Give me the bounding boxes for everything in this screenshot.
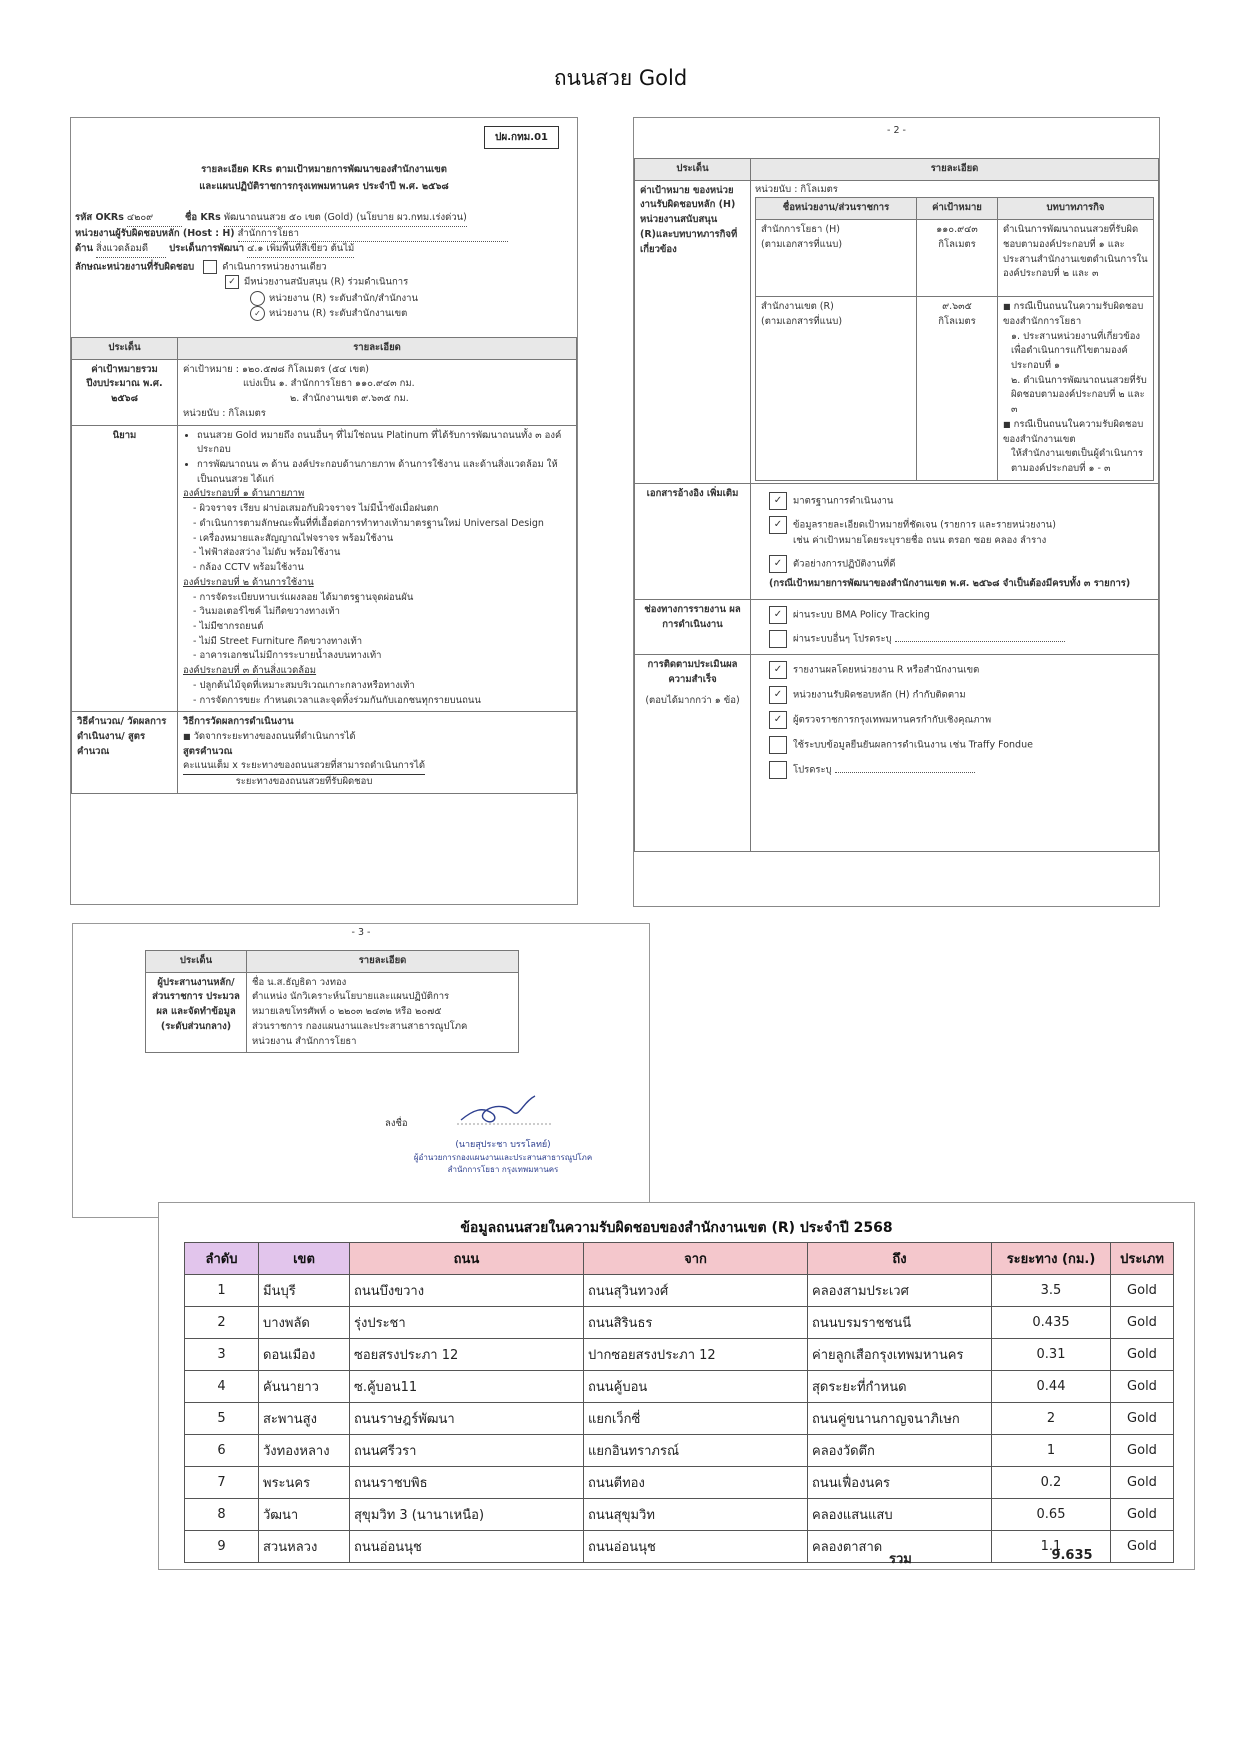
row-target-detail <box>178 359 577 425</box>
header-to: ถึง <box>808 1243 992 1275</box>
cell-type: Gold <box>1111 1499 1174 1531</box>
r-role-2: ๑. ประสานหน่วยงานที่เกี่ยวข้องเพื่อดำเนินการแก้ไขตามองค์ประกอบที่ ๑ <box>1011 330 1141 372</box>
r-name <box>756 297 917 481</box>
comp1-item: - กล้อง CCTV พร้อมใช้งาน <box>193 562 304 574</box>
evaluation-label: การติดตามประเมินผล ความสำเร็จ <box>647 659 738 685</box>
sign-label: ลงชื่อ <box>385 1118 408 1129</box>
cell-distance: 0.435 <box>992 1307 1111 1339</box>
cell-to: ค่ายลูกเสือกรุงเทพมหานคร <box>808 1339 992 1371</box>
table-row <box>185 1435 1174 1467</box>
cell-order: 5 <box>185 1403 259 1435</box>
form-code-box: ปผ.กทม.01 <box>484 126 559 149</box>
coordinator-detail <box>247 972 519 1053</box>
eval2-checkbox[interactable]: ✓ <box>769 686 787 704</box>
cell-district: สวนหลวง <box>259 1531 350 1563</box>
eval5-blank <box>835 772 975 773</box>
opt-support-label: มีหน่วยงานสนับสนุน (R) ร่วมดำเนินการ <box>244 276 409 288</box>
cell-distance: 0.31 <box>992 1339 1111 1371</box>
channel2-blank <box>895 641 1065 642</box>
component-3-heading: องค์ประกอบที่ ๓ ด้านสิ่งแวดล้อม <box>183 665 317 677</box>
comp1-item: - เครื่องหมายและสัญญาณไฟจราจร พร้อมใช้งาน <box>193 532 394 544</box>
col-detail: รายละเอียด <box>751 159 1159 181</box>
r-role: ■ กรณีเป็นถนนในความรับผิดชอบของสำนักการโยธา ๑. ประสานหน่วยงานที่เกี่ยวข้องเพื่อดำเนินการแก้ไขตามองค์ประกอบที่ ๑ ๒. ดำเนินการพัฒนาถนนสวยที่รับผิดชอบตามองค์ประกอบที่ ๒ และ ๓ ■ กรณีเป็นถนนในความรับผิดชอบของสำนักงานเขต ให้สำนักงานเขตเป็นผู้ดำเนินการตามองค์ประกอบที่ ๑ - ๓ <box>998 297 1154 481</box>
cell-distance: 3.5 <box>992 1275 1111 1307</box>
coordinator-agency: หน่วยงาน สำนักการโยธา <box>252 1035 357 1047</box>
form-heading-2: และแผนปฏิบัติราชการกรุงเทพมหานคร ประจำปี พ.ศ. ๒๕๖๘ <box>199 181 449 192</box>
coordinator-phone: หมายเลขโทรศัพท์ ๐ ๒๒๐๓ ๒๔๓๒ หรือ ๒๐๗๕ <box>252 1006 442 1018</box>
krs-label: ชื่อ KRs <box>184 212 221 223</box>
cell-from: ถนนตีทอง <box>584 1467 808 1499</box>
host-label: หน่วยงานผู้รับผิดชอบหลัก (Host : H) <box>75 227 235 239</box>
okrs-label: รหัส OKRs <box>75 212 124 223</box>
total-label: รวม <box>889 1552 912 1567</box>
total-value: 9.635 <box>1051 1548 1093 1563</box>
header-distance: ระยะทาง (กม.) <box>992 1243 1111 1275</box>
unit-text: หน่วยนับ : กิโลเมตร <box>755 183 838 195</box>
row-target-role-label: ค่าเป้าหมาย ของหน่วยงานรับผิดชอบหลัก (H) หน่วยงานสนับสนุน (R)และบทบาทภารกิจที่เกี่ยวข้อง <box>635 180 751 483</box>
header-order: ลำดับ <box>185 1243 259 1275</box>
comp2-item: - การจัดระเบียบหาบเร่แผงลอย ได้มาตรฐานจุดผ่อนผัน <box>193 591 414 603</box>
cell-order: 2 <box>185 1307 259 1339</box>
r-name-text: สำนักงานเขต (R) <box>761 301 834 313</box>
page-number-3: - 3 - <box>351 927 371 938</box>
cell-order: 8 <box>185 1499 259 1531</box>
ref2-example: เช่น ค่าเป้าหมายโดยระบุรายชื่อ ถนน ตรอก ซอย คลอง ลำราง <box>793 534 1047 546</box>
eval2-label: หน่วยงานรับผิดชอบหลัก (H) กำกับติดตาม <box>793 689 966 701</box>
cell-to: คลองแสนแสบ <box>808 1499 992 1531</box>
r-target <box>917 297 998 481</box>
cell-to: ถนนเฟื่องนคร <box>808 1467 992 1499</box>
cell-road: ถนนบึงขวาง <box>350 1275 584 1307</box>
r-target-unit: กิโลเมตร <box>938 315 976 327</box>
cell-type: Gold <box>1111 1275 1174 1307</box>
cell-road: ถนนราษฎร์พัฒนา <box>350 1403 584 1435</box>
formula-numerator: คะแนนเต็ม x ระยะทางของถนนสวยที่สามารถดำเนินการได้ <box>183 759 425 775</box>
table-row <box>185 1307 1174 1339</box>
ref1-label: มาตรฐานการดำเนินงาน <box>793 495 894 507</box>
channel1-checkbox[interactable]: ✓ <box>769 606 787 624</box>
r-name-note: (ตามเอกสารที่แนบ) <box>761 315 843 327</box>
cell-order: 7 <box>185 1467 259 1499</box>
cell-from: ถนนสุวินทวงศ์ <box>584 1275 808 1307</box>
col-issue: ประเด็น <box>72 338 178 360</box>
role-subtable <box>755 197 1154 480</box>
cell-order: 9 <box>185 1531 259 1563</box>
cell-type: Gold <box>1111 1339 1174 1371</box>
cell-to: ถนนคู่ขนานกาญจนาภิเษก <box>808 1403 992 1435</box>
coordinator-division: ส่วนราชการ กองแผนงานและประสานสาธารณูปโภค <box>252 1020 468 1032</box>
road-table-panel <box>158 1202 1195 1570</box>
h-name <box>756 220 917 297</box>
row-definition-label: นิยาม <box>72 425 178 712</box>
table-row <box>185 1403 1174 1435</box>
opt-single-label: ดำเนินการหน่วยงานเดียว <box>222 261 327 273</box>
h-target <box>917 220 998 297</box>
cell-type: Gold <box>1111 1435 1174 1467</box>
header-road: ถนน <box>350 1243 584 1275</box>
ref3-label: ตัวอย่างการปฏิบัติงานที่ดี <box>793 558 896 569</box>
channel2-label: ผ่านระบบอื่นๆ โปรดระบุ <box>793 633 892 645</box>
cell-from: ถนนคู้บอน <box>584 1371 808 1403</box>
cell-road: ถนนราชบพิธ <box>350 1467 584 1499</box>
cell-to: สุดระยะที่กำหนด <box>808 1371 992 1403</box>
comp1-item: - ผิวจราจร เรียบ ฝาบ่อเสมอกับผิวจราจร ไม่มีน้ำขังเมื่อฝนตก <box>193 503 439 515</box>
r-role-5: ให้สำนักงานเขตเป็นผู้ดำเนินการตามองค์ประกอบที่ ๑ - ๓ <box>1011 448 1143 475</box>
cell-to: คลองสามประเวศ <box>808 1275 992 1307</box>
signer-name: (นายสุประชา บรรโลทย์) <box>455 1140 551 1150</box>
krs-value: พัฒนาถนนสวย ๕๐ เขต (Gold) (นโยบาย ผว.กทม.เร่งด่วน) <box>224 211 467 227</box>
cell-from: ปากซอยสรงประภา 12 <box>584 1339 808 1371</box>
page1-table <box>71 337 577 794</box>
cell-distance: 0.44 <box>992 1371 1111 1403</box>
page-number-2: - 2 - <box>887 125 906 136</box>
ref2-checkbox[interactable]: ✓ <box>769 516 787 534</box>
row-channel-label: ช่องทางการรายงาน ผลการดำเนินงาน <box>635 600 751 655</box>
comp1-item: - ดำเนินการตามลักษณะพื้นที่ที่เอื้อต่อการทำทางเท้ามาตรฐานใหม่ Universal Design <box>193 517 544 529</box>
cell-type: Gold <box>1111 1307 1174 1339</box>
comp1-item: - ไฟฟ้าส่องสว่าง ไม่ดับ พร้อมใช้งาน <box>193 547 341 559</box>
ref1-checkbox[interactable]: ✓ <box>769 492 787 510</box>
evaluation-sub: (ตอบได้มากกว่า ๑ ข้อ) <box>645 694 740 706</box>
comp3-item: - ปลูกต้นไม้จุดที่เหมาะสมบริเวณเกาะกลางหรือทางเท้า <box>193 679 415 691</box>
cell-order: 6 <box>185 1435 259 1467</box>
road-table-title: ข้อมูลถนนสวยในความรับผิดชอบของสำนักงานเขต (R) ประจำปี 2568 <box>460 1220 893 1236</box>
table-row <box>185 1339 1174 1371</box>
h-target-unit: กิโลเมตร <box>938 238 976 250</box>
comp3-item: - การจัดการขยะ กำหนดเวลาและจุดทิ้งร่วมกันกับเอกชนทุกรายบนถนน <box>193 694 481 706</box>
cell-district: บางพลัด <box>259 1307 350 1339</box>
r-target-value: ๙.๖๓๕ <box>942 301 972 313</box>
cell-from: แยกอินทราภรณ์ <box>584 1435 808 1467</box>
signature-image <box>453 1092 563 1132</box>
coordinator-label: ผู้ประสานงานหลัก/ ส่วนราชการ ประมวลผล และจัดทำข้อมูล (ระดับส่วนกลาง) <box>146 972 247 1053</box>
col-issue: ประเด็น <box>635 159 751 181</box>
header-fields <box>75 211 570 322</box>
ref-note: (กรณีเป้าหมายการพัฒนาของสำนักงานเขต พ.ศ. ๒๕๖๘ จำเป็นต้องมีครบทั้ง ๓ รายการ) <box>769 577 1131 589</box>
header-type: ประเภท <box>1111 1243 1174 1275</box>
checkbox-single[interactable] <box>203 260 217 274</box>
row-evaluation-detail <box>751 655 1159 852</box>
cell-order: 4 <box>185 1371 259 1403</box>
h-role: ดำเนินการพัฒนาถนนสวยที่รับผิดชอบตามองค์ประกอบที่ ๑ และประสานสำนักงานเขตดำเนินการในองค์ประกอบที่ ๒ และ ๓ <box>998 220 1154 297</box>
coordinator-position: ตำแหน่ง นักวิเคราะห์นโยบายและแผนปฏิบัติการ <box>252 991 450 1003</box>
row-channel-detail <box>751 600 1159 655</box>
eval1-label: รายงานผลโดยหน่วยงาน R หรือสำนักงานเขต <box>793 664 980 676</box>
eval5-label: โปรดระบุ <box>793 764 832 776</box>
document-page-2 <box>633 117 1160 907</box>
eval3-label: ผู้ตรวจราชการกรุงเทพมหานครกำกับเชิงคุณภาพ <box>793 714 992 726</box>
cell-district: มีนบุรี <box>259 1275 350 1307</box>
nature-label: ลักษณะหน่วยงานที่รับผิดชอบ <box>75 261 195 273</box>
comp2-item: - ไม่มีซากรถยนต์ <box>193 620 264 632</box>
row-method-label: วิธีคำนวณ/ วัดผลการดำเนินงาน/ สูตรคำนวณ <box>72 712 178 794</box>
col-issue: ประเด็น <box>146 951 247 973</box>
method-heading: วิธีการวัดผลการดำเนินงาน <box>183 716 294 728</box>
eval4-checkbox[interactable] <box>769 736 787 754</box>
cell-order: 3 <box>185 1339 259 1371</box>
row-definition-detail <box>178 425 577 712</box>
component-1-heading: องค์ประกอบที่ ๑ ด้านกายภาพ <box>183 488 305 500</box>
coordinator-name: ชื่อ น.ส.ธัญธิดา วงทอง <box>252 976 347 988</box>
ref3-checkbox[interactable]: ✓ <box>769 555 787 573</box>
target-line-2: แบ่งเป็น ๑. สำนักการโยธา ๑๑๐.๙๔๓ กม. <box>243 378 415 390</box>
h-name-text: สำนักการโยธา (H) <box>761 224 840 236</box>
formula-denominator: ระยะทางของถนนสวยที่รับผิดชอบ <box>235 776 373 788</box>
header-from: จาก <box>584 1243 808 1275</box>
comp2-item: - อาคารเอกชนไม่มีการระบายน้ำลงบนทางเท้า <box>193 650 382 662</box>
cell-type: Gold <box>1111 1371 1174 1403</box>
page-title: ถนนสวย Gold <box>553 66 688 90</box>
document-page-1 <box>70 117 578 905</box>
formula-heading: สูตรคำนวณ <box>183 745 233 757</box>
cell-district: ดอนเมือง <box>259 1339 350 1371</box>
channel2-checkbox[interactable] <box>769 630 787 648</box>
okrs-value: ๔๒๐๙ <box>127 211 182 227</box>
cell-from: ถนนสุขุมวิท <box>584 1499 808 1531</box>
row-target-label: ค่าเป้าหมายรวม ปีงบประมาณ พ.ศ. ๒๕๖๘ <box>72 359 178 425</box>
r-role-3: ๒. ดำเนินการพัฒนาถนนสวยที่รับผิดชอบตามองค์ประกอบที่ ๒ และ ๓ <box>1011 374 1147 416</box>
component-2-heading: องค์ประกอบที่ ๒ ด้านการใช้งาน <box>183 576 314 588</box>
cell-type: Gold <box>1111 1467 1174 1499</box>
cell-type: Gold <box>1111 1531 1174 1563</box>
h-target-value: ๑๑๐.๙๔๓ <box>936 224 978 236</box>
eval1-checkbox[interactable]: ✓ <box>769 661 787 679</box>
issue-value: ๔.๑ เพิ่มพื้นที่สีเขียว ต้นไม้ <box>247 242 354 258</box>
table-row <box>185 1499 1174 1531</box>
header-district: เขต <box>259 1243 350 1275</box>
eval3-checkbox[interactable]: ✓ <box>769 711 787 729</box>
cell-order: 1 <box>185 1275 259 1307</box>
cell-to: ถนนบรมราชชนนี <box>808 1307 992 1339</box>
target-line-4: หน่วยนับ : กิโลเมตร <box>183 407 266 419</box>
cell-road: ซอยสรงประภา 12 <box>350 1339 584 1371</box>
eval5-checkbox[interactable] <box>769 761 787 779</box>
cell-distance: 2 <box>992 1403 1111 1435</box>
cell-distance: 1.1 <box>992 1531 1111 1563</box>
opt-level1-label: หน่วยงาน (R) ระดับสำนัก/สำนักงาน <box>269 292 419 304</box>
table-row <box>185 1275 1174 1307</box>
cell-distance: 0.2 <box>992 1467 1111 1499</box>
aspect-label: ด้าน <box>75 243 93 255</box>
cell-from: แยกเว็กซี่ <box>584 1403 808 1435</box>
row-evaluation-label <box>635 655 751 852</box>
definition-1: • ถนนสวย Gold หมายถึง ถนนอื่นๆ ที่ไม่ใช่ถนน Platinum ที่ได้รับการพัฒนาถนนทั้ง ๓ องค์ประกอบ <box>197 429 571 458</box>
cell-road: สุขุมวิท 3 (นานาเหนือ) <box>350 1499 584 1531</box>
page2-table <box>634 158 1159 852</box>
col-detail: รายละเอียด <box>178 338 577 360</box>
radio-level2[interactable]: ✓ <box>250 306 265 321</box>
opt-level2-label: หน่วยงาน (R) ระดับสำนักงานเขต <box>269 308 408 320</box>
table-row <box>185 1371 1174 1403</box>
checkbox-support[interactable]: ✓ <box>225 275 239 289</box>
signer-position-2: สำนักการโยธา กรุงเทพมหานคร <box>447 1165 559 1174</box>
cell-distance: 1 <box>992 1435 1111 1467</box>
definition-2: • การพัฒนาถนน ๓ ด้าน องค์ประกอบด้านกายภาพ ด้านการใช้งาน และด้านสิ่งแวดล้อม ให้เป็นถนนสวย ได้แก่ <box>197 458 571 487</box>
radio-level1[interactable] <box>250 291 265 306</box>
road-table <box>184 1242 1174 1563</box>
comp2-item: - ไม่มี Street Furniture กีดขวางทางเท้า <box>193 635 363 647</box>
cell-to: คลองตาสาด <box>808 1531 992 1563</box>
cell-road: รุ่งประชา <box>350 1307 584 1339</box>
sub-col-name: ชื่อหน่วยงาน/ส่วนราชการ <box>756 198 917 220</box>
issue-label: ประเด็นการพัฒนา <box>169 243 245 255</box>
row-method-detail: วิธีการวัดผลการดำเนินงาน ■ วัดจากระยะทางของถนนที่ดำเนินการได้ สูตรคำนวณ คะแนนเต็ม x ระยะทางของถนนสวยที่สามารถดำเนินการได้ ระยะทางของถนนสวยที่รับผิดชอบ <box>178 712 577 794</box>
host-value: สำนักการโยธา <box>238 227 508 243</box>
form-heading-1: รายละเอียด KRs ตามเป้าหมายการพัฒนาของสำนักงานเขต <box>201 164 447 175</box>
cell-road: ถนนอ่อนนุช <box>350 1531 584 1563</box>
ref2-label: ข้อมูลรายละเอียดเป้าหมายที่ชัดเจน (รายการ และรายหน่วยงาน) <box>793 519 1056 531</box>
row-target-role-detail <box>751 180 1159 483</box>
cell-to: คลองวัดตึก <box>808 1435 992 1467</box>
cell-district: คันนายาว <box>259 1371 350 1403</box>
eval4-label: ใช้ระบบข้อมูลยืนยันผลการดำเนินงาน เช่น Traffy Fondue <box>793 739 1033 751</box>
cell-district: พระนคร <box>259 1467 350 1499</box>
page3-table <box>145 950 519 1053</box>
row-reference-label: เอกสารอ้างอิง เพิ่มเติม <box>635 483 751 599</box>
aspect-value: สิ่งแวดล้อมดี <box>96 242 166 258</box>
cell-road: ซ.คู้บอน11 <box>350 1371 584 1403</box>
cell-road: ถนนศรีวรา <box>350 1435 584 1467</box>
document-page-3 <box>72 923 650 1218</box>
method-item: วัดจากระยะทางของถนนที่ดำเนินการได้ <box>193 730 356 742</box>
r-role-4: กรณีเป็นถนนในความรับผิดชอบของสำนักงานเขต <box>1003 418 1144 445</box>
signer-position-1: ผู้อำนวยการกองแผนงานและประสานสาธารณูปโภค <box>413 1153 593 1162</box>
channel1-label: ผ่านระบบ BMA Policy Tracking <box>793 609 930 621</box>
target-line-3: ๒. สำนักงานเขต ๙.๖๓๕ กม. <box>290 393 409 405</box>
r-role-1: กรณีเป็นถนนในความรับผิดชอบของสำนักการโยธา <box>1003 301 1144 327</box>
cell-district: วัฒนา <box>259 1499 350 1531</box>
col-detail: รายละเอียด <box>247 951 519 973</box>
cell-from: ถนนอ่อนนุช <box>584 1531 808 1563</box>
sub-col-role: บทบาทภารกิจ <box>998 198 1154 220</box>
cell-type: Gold <box>1111 1403 1174 1435</box>
comp2-item: - วินมอเตอร์ไซค์ ไม่กีดขวางทางเท้า <box>193 606 340 618</box>
cell-distance: 0.65 <box>992 1499 1111 1531</box>
cell-from: ถนนสิรินธร <box>584 1307 808 1339</box>
cell-district: สะพานสูง <box>259 1403 350 1435</box>
row-reference-detail <box>751 483 1159 599</box>
table-row <box>185 1467 1174 1499</box>
sub-col-target: ค่าเป้าหมาย <box>917 198 998 220</box>
target-line-1: ค่าเป้าหมาย : ๑๒๐.๕๗๘ กิโลเมตร (๕๔ เขต) <box>183 363 369 375</box>
cell-district: วังทองหลาง <box>259 1435 350 1467</box>
h-name-note: (ตามเอกสารที่แนบ) <box>761 238 843 250</box>
